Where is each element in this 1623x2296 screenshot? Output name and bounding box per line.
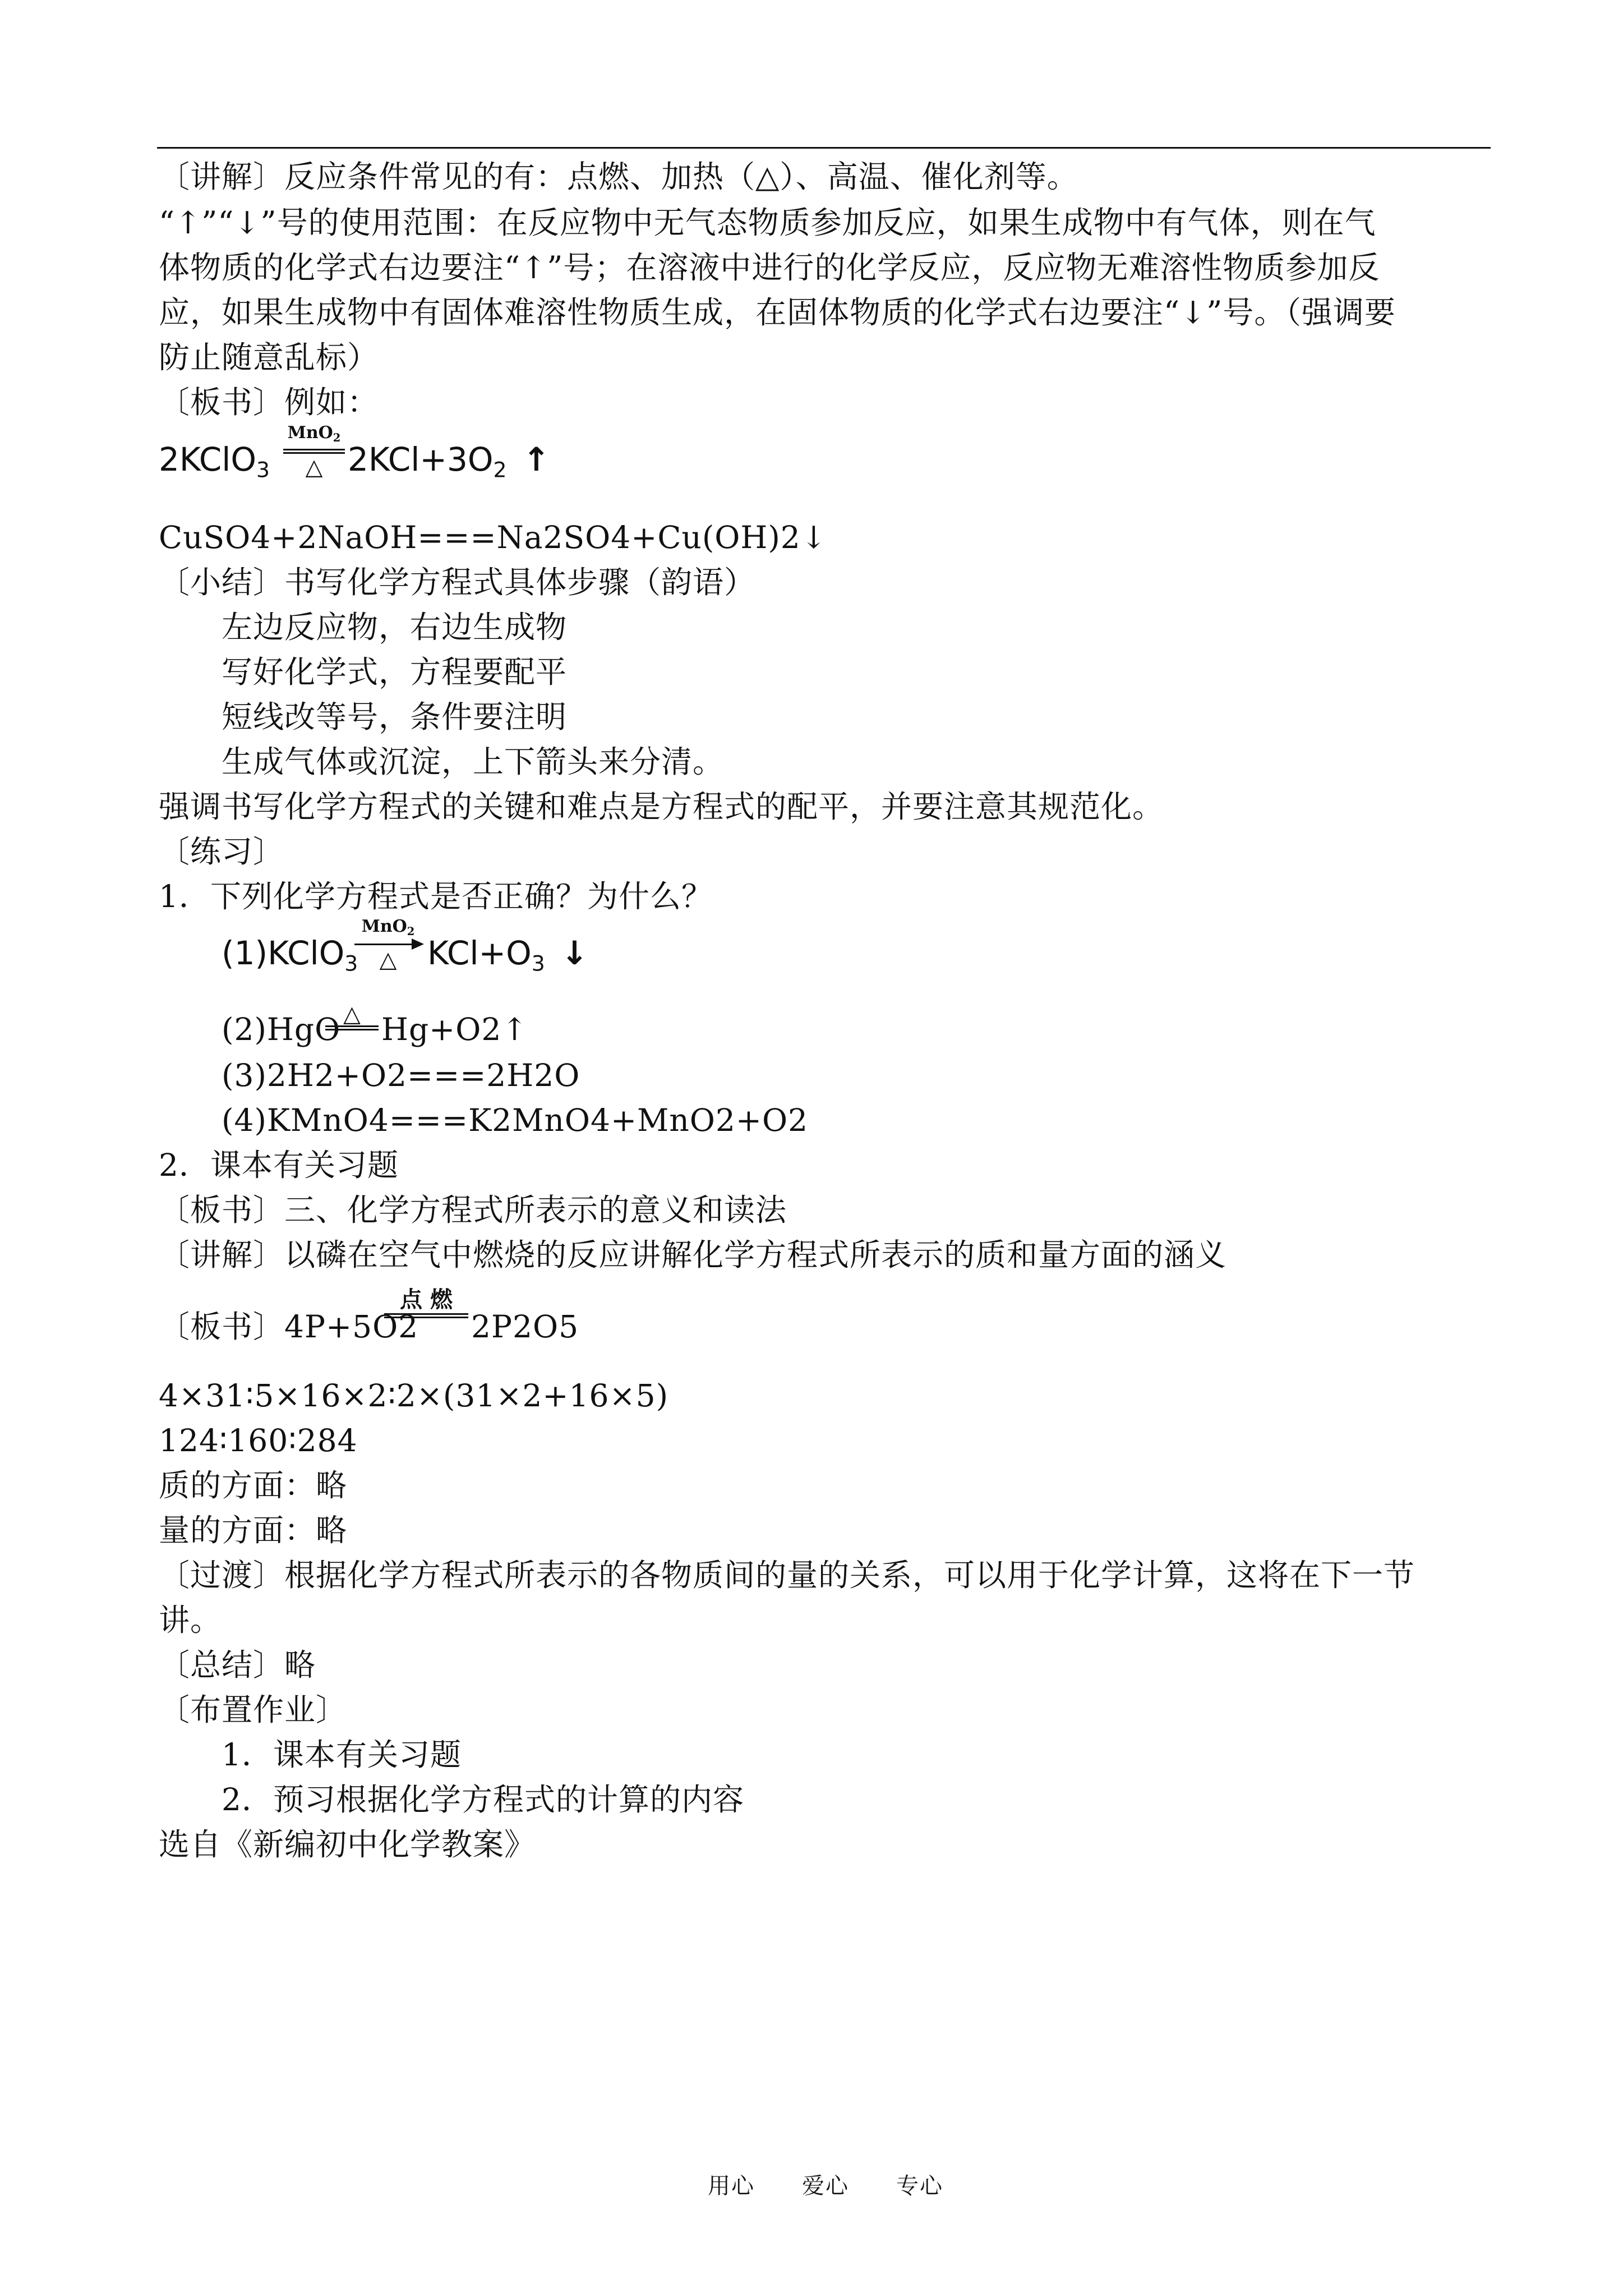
text-line: 生成气体或沉淀，上下箭头来分清。 bbox=[222, 744, 725, 780]
text-line: 质的方面：略 bbox=[159, 1467, 348, 1503]
exercise-2-left: (2)HgO bbox=[222, 1011, 341, 1047]
text-line: 〔讲解〕反应条件常见的有：点燃、加热（△）、高温、催化剂等。 bbox=[159, 159, 1078, 195]
text-line: 左边反应物，右边生成物 bbox=[222, 609, 568, 645]
precipitate-arrow: ↓ bbox=[561, 934, 588, 972]
eq-left-sub: 3 bbox=[344, 951, 358, 976]
text-line: 2．课本有关习题 bbox=[159, 1147, 399, 1183]
exercise-1-equation bbox=[222, 934, 358, 976]
equation-condition bbox=[325, 1001, 379, 1032]
text-line: 〔总结〕略 bbox=[159, 1647, 316, 1683]
text-line: 选自《新编初中化学教案》 bbox=[159, 1826, 536, 1862]
equation-condition bbox=[354, 917, 422, 972]
equation-potassium-chlorate bbox=[159, 440, 270, 482]
page-footer: 用心 爱心 专心 bbox=[708, 2173, 943, 2199]
text-line: 〔练习〕 bbox=[159, 834, 285, 869]
eq-left-sub: 3 bbox=[256, 457, 270, 482]
catalyst-sub: 2 bbox=[407, 924, 415, 938]
ignite-condition: 点 燃 bbox=[400, 1286, 453, 1313]
text-line: 短线改等号，条件要注明 bbox=[222, 699, 568, 735]
text-line: 124∶160∶284 bbox=[159, 1423, 358, 1458]
equation-products bbox=[348, 440, 550, 482]
exercise-2-right: Hg+O2↑ bbox=[381, 1011, 528, 1047]
eq-left: (1)KClO bbox=[222, 934, 345, 972]
text-line: “↑”“↓”号的使用范围：在反应物中无气态物质参加反应，如果生成物中有气体，则在气 bbox=[159, 205, 1376, 241]
text-line: 体物质的化学式右边要注“↑”号；在溶液中进行的化学反应，反应物无难溶性物质参加反 bbox=[159, 250, 1380, 286]
text-line: 1．下列化学方程式是否正确？为什么？ bbox=[159, 878, 713, 914]
text-line: 量的方面：略 bbox=[159, 1512, 348, 1548]
heat-symbol: △ bbox=[305, 454, 323, 480]
heat-symbol: △ bbox=[343, 1001, 361, 1027]
text-line: 2．预习根据化学方程式的计算的内容 bbox=[222, 1782, 744, 1818]
eq-right: 2KCl+3O bbox=[348, 440, 494, 478]
heat-symbol: △ bbox=[379, 946, 397, 973]
text-line: 讲。 bbox=[159, 1602, 222, 1638]
text-line: 4×31∶5×16×2∶2×(31×2+16×5) bbox=[159, 1378, 669, 1414]
text-line: 〔讲解〕以磷在空气中燃烧的反应讲解化学方程式所表示的质和量方面的涵义 bbox=[159, 1237, 1227, 1273]
catalyst-sub: 2 bbox=[333, 431, 341, 444]
text-line: 〔布置作业〕 bbox=[159, 1692, 348, 1728]
equation-condition bbox=[384, 1287, 468, 1319]
text-line: CuSO4+2NaOH===Na2SO4+Cu(OH)2↓ bbox=[159, 519, 827, 555]
text-line: (3)2H2+O2===2H2O bbox=[222, 1057, 580, 1093]
catalyst: MnO bbox=[287, 423, 333, 443]
text-line: 写好化学式，方程要配平 bbox=[222, 654, 568, 690]
eq-right: KCl+O bbox=[427, 934, 532, 972]
text-line: 〔小结〕书写化学方程式具体步骤（韵语） bbox=[159, 564, 756, 600]
text-line: 〔板书〕例如： bbox=[159, 384, 379, 420]
eq-right-sub: 2 bbox=[493, 457, 507, 482]
header-rule bbox=[157, 147, 1491, 149]
equation-condition bbox=[283, 424, 345, 480]
text-line: 1．课本有关习题 bbox=[222, 1737, 462, 1773]
phosphorus-equation-right: 2P2O5 bbox=[471, 1309, 579, 1345]
eq-right-sub: 3 bbox=[531, 951, 545, 976]
text-line: 〔板书〕三、化学方程式所表示的意义和读法 bbox=[159, 1192, 787, 1228]
gas-arrow: ↑ bbox=[522, 440, 550, 478]
phosphorus-equation-left: 〔板书〕4P+5O2 bbox=[159, 1309, 419, 1345]
text-line: 强调书写化学方程式的关键和难点是方程式的配平，并要注意其规范化。 bbox=[159, 789, 1164, 825]
catalyst: MnO bbox=[361, 917, 407, 936]
eq-left: 2KClO bbox=[159, 440, 257, 478]
text-line: 防止随意乱标） bbox=[159, 339, 379, 375]
text-line: 〔过渡〕根据化学方程式所表示的各物质间的量的关系，可以用于化学计算，这将在下一节 bbox=[159, 1557, 1415, 1593]
exercise-1-products bbox=[427, 934, 588, 976]
text-line: (4)KMnO4===K2MnO4+MnO2+O2 bbox=[222, 1102, 809, 1138]
text-line: 应，如果生成物中有固体难溶性物质生成，在固体物质的化学式右边要注“↓”号。（强调要 bbox=[159, 295, 1396, 330]
